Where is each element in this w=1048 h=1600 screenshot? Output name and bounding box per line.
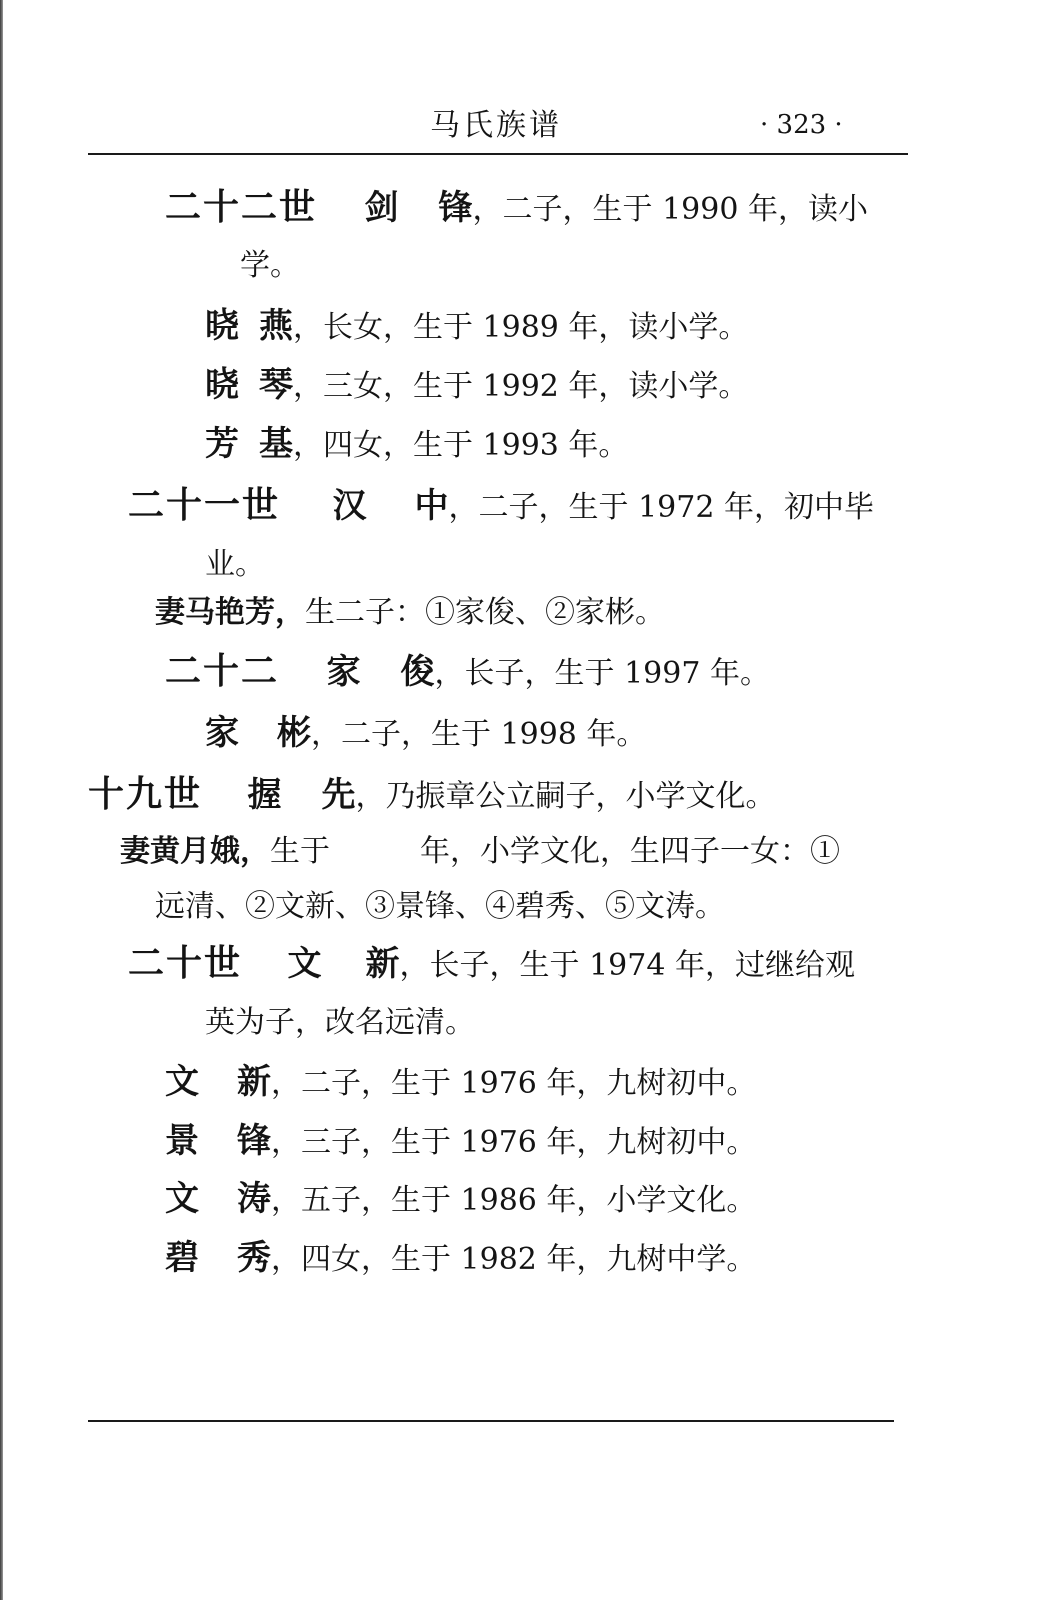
person-name: 晓琴 (205, 365, 313, 405)
entry-text: ，长女，生于 1989 年，读小学。 (293, 310, 749, 345)
spouse-name: 妻马艳芳， (155, 595, 305, 630)
generation-label: 二十二 (165, 651, 280, 692)
person-name: 晓燕 (205, 306, 313, 346)
entry-line (165, 652, 770, 694)
entry-text: ，二子，生于 1998 年。 (311, 717, 647, 752)
entry-text: ，二子，生于 1990 年，读小 (472, 192, 868, 227)
entry-text: ，长子，生于 1997 年。 (434, 656, 770, 691)
page-number: · 323 · (760, 110, 843, 140)
person-name: 家彬 (205, 713, 349, 753)
entry-line (165, 1121, 756, 1163)
spouse-name: 妻黄月娥， (120, 834, 270, 869)
running-header-title: 马氏族谱 (430, 108, 562, 143)
entry-text: ，乃振章公立嗣子，小学文化。 (355, 779, 776, 814)
person-name: 景锋 (165, 1121, 309, 1161)
person-name: 碧秀 (165, 1238, 309, 1278)
person-name: 文涛 (165, 1179, 309, 1219)
entry-line (165, 188, 868, 230)
entry-line (205, 306, 748, 348)
spouse-line (120, 832, 840, 872)
entry-text: 生于 (270, 834, 330, 869)
continuation-line: 英为子，改名远清。 (205, 1005, 475, 1040)
entry-text: ，四女，生于 1982 年，九树中学。 (271, 1242, 757, 1277)
entry-text: ，五子，生于 1986 年，小学文化。 (271, 1183, 757, 1218)
entry-line (165, 1179, 756, 1221)
entry-text: ，长子，生于 1974 年，过继给观 (399, 948, 855, 983)
entry-text: ，三子，生于 1976 年，九树初中。 (271, 1125, 757, 1160)
person-name: 芳基 (205, 424, 313, 464)
entry-line (165, 1238, 756, 1280)
generation-label: 二十二世 (165, 187, 318, 228)
entry-text: 年，小学文化，生四子一女：① (420, 834, 840, 869)
entry-text: ，二子，生于 1976 年，九树初中。 (271, 1066, 757, 1101)
entry-text: 生二子：①家俊、②家彬。 (305, 595, 665, 630)
entry-text: ，二子，生于 1972 年，初中毕 (448, 490, 874, 525)
entry-text: ，四女，生于 1993 年。 (293, 428, 629, 463)
entry-line (205, 713, 646, 755)
continuation-line: 远清、②文新、③景锋、④碧秀、⑤文涛。 (155, 889, 725, 924)
entry-line (88, 775, 776, 817)
person-name: 家俊 (326, 652, 475, 692)
entry-line (205, 365, 748, 407)
person-name: 汉中 (332, 486, 497, 526)
continuation-line: 学。 (240, 248, 300, 283)
generation-label: 二十世 (128, 943, 243, 984)
spouse-line (155, 593, 665, 633)
page-edge (0, 0, 3, 1600)
entry-line (165, 1062, 756, 1104)
entry-line (205, 424, 628, 466)
person-name: 剑锋 (364, 188, 513, 228)
footer-rule (88, 1420, 894, 1422)
entry-line (128, 486, 874, 528)
person-name: 文新 (165, 1062, 309, 1102)
header-rule (88, 153, 908, 155)
person-name: 文新 (287, 944, 444, 984)
generation-label: 十九世 (88, 774, 203, 815)
generation-label: 二十一世 (128, 485, 281, 526)
entry-text: ，三女，生于 1992 年，读小学。 (293, 369, 749, 404)
person-name: 握先 (247, 775, 396, 815)
entry-line (128, 944, 855, 986)
continuation-line: 业。 (205, 547, 265, 582)
